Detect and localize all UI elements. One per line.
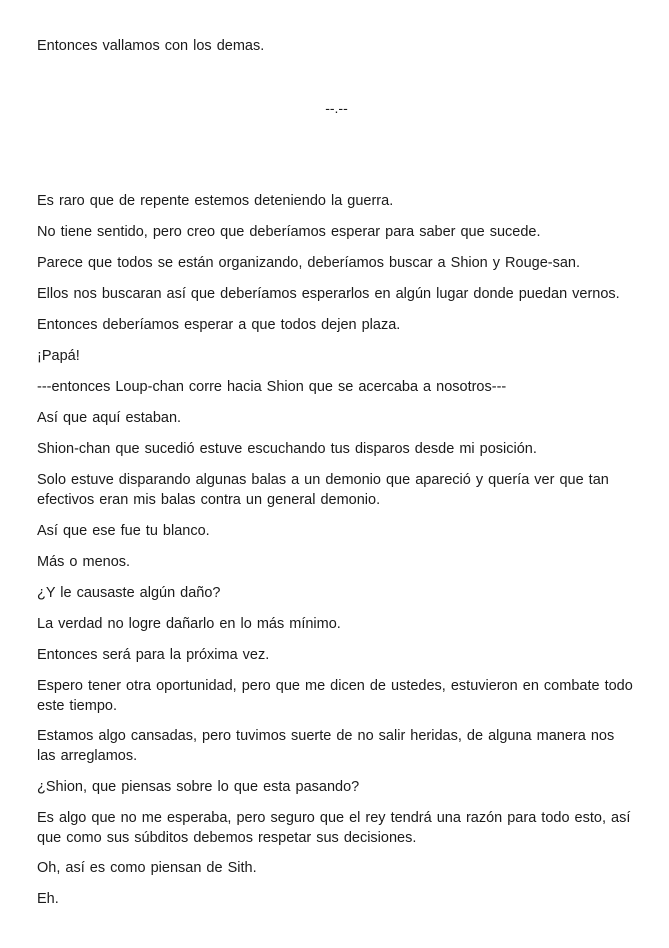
paragraph: ¡Papá! (37, 348, 80, 364)
paragraph: Parece que todos se están organizando, deberíamos buscar a Shion y Rouge-san. (37, 255, 581, 271)
paragraph: Estamos algo cansadas, pero tuvimos suerte de no salir heridas, de alguna manera nos las arreglamos. (37, 728, 615, 764)
paragraph: Oh, así es como piensan de Sith. (37, 860, 257, 876)
paragraph: Eh. (37, 891, 59, 907)
paragraph: ¿Shion, que piensas sobre lo que esta pasando? (37, 779, 360, 795)
paragraph: Ellos nos buscaran así que deberíamos esperarlos en algún lugar donde puedan vernos. (37, 286, 620, 302)
opening-line: Entonces vallamos con los demas. (37, 38, 265, 54)
paragraph: Así que aquí estaban. (37, 410, 182, 426)
paragraph: Más o menos. (37, 554, 131, 570)
paragraph: ---entonces Loup-chan corre hacia Shion que se acercaba a nosotros--- (37, 379, 507, 395)
paragraph: Entonces será para la próxima vez. (37, 647, 270, 663)
paragraph: Es algo que no me esperaba, pero seguro que el rey tendrá una razón para todo esto, así que como sus súbditos debemos respetar sus decisiones. (37, 810, 631, 846)
paragraph: ¿Y le causaste algún daño? (37, 585, 221, 601)
paragraph: Shion-chan que sucedió estuve escuchando tus disparos desde mi posición. (37, 441, 537, 457)
paragraph: Solo estuve disparando algunas balas a un demonio que apareció y quería ver que tan efectivos eran mis balas contra un general demonio. (37, 472, 609, 508)
paragraph: Espero tener otra oportunidad, pero que me dicen de ustedes, estuvieron en combate todo este tiempo. (37, 678, 633, 714)
paragraph: Entonces deberíamos esperar a que todos dejen plaza. (37, 317, 401, 333)
paragraph: Es raro que de repente estemos deteniendo la guerra. (37, 193, 394, 209)
paragraph: La verdad no logre dañarlo en lo más mínimo. (37, 616, 341, 632)
paragraph: Así que ese fue tu blanco. (37, 523, 210, 539)
paragraph: No tiene sentido, pero creo que deberíamos esperar para saber que sucede. (37, 224, 541, 240)
scene-break-text: --.-- (325, 100, 348, 116)
scene-break (0, 98, 669, 118)
